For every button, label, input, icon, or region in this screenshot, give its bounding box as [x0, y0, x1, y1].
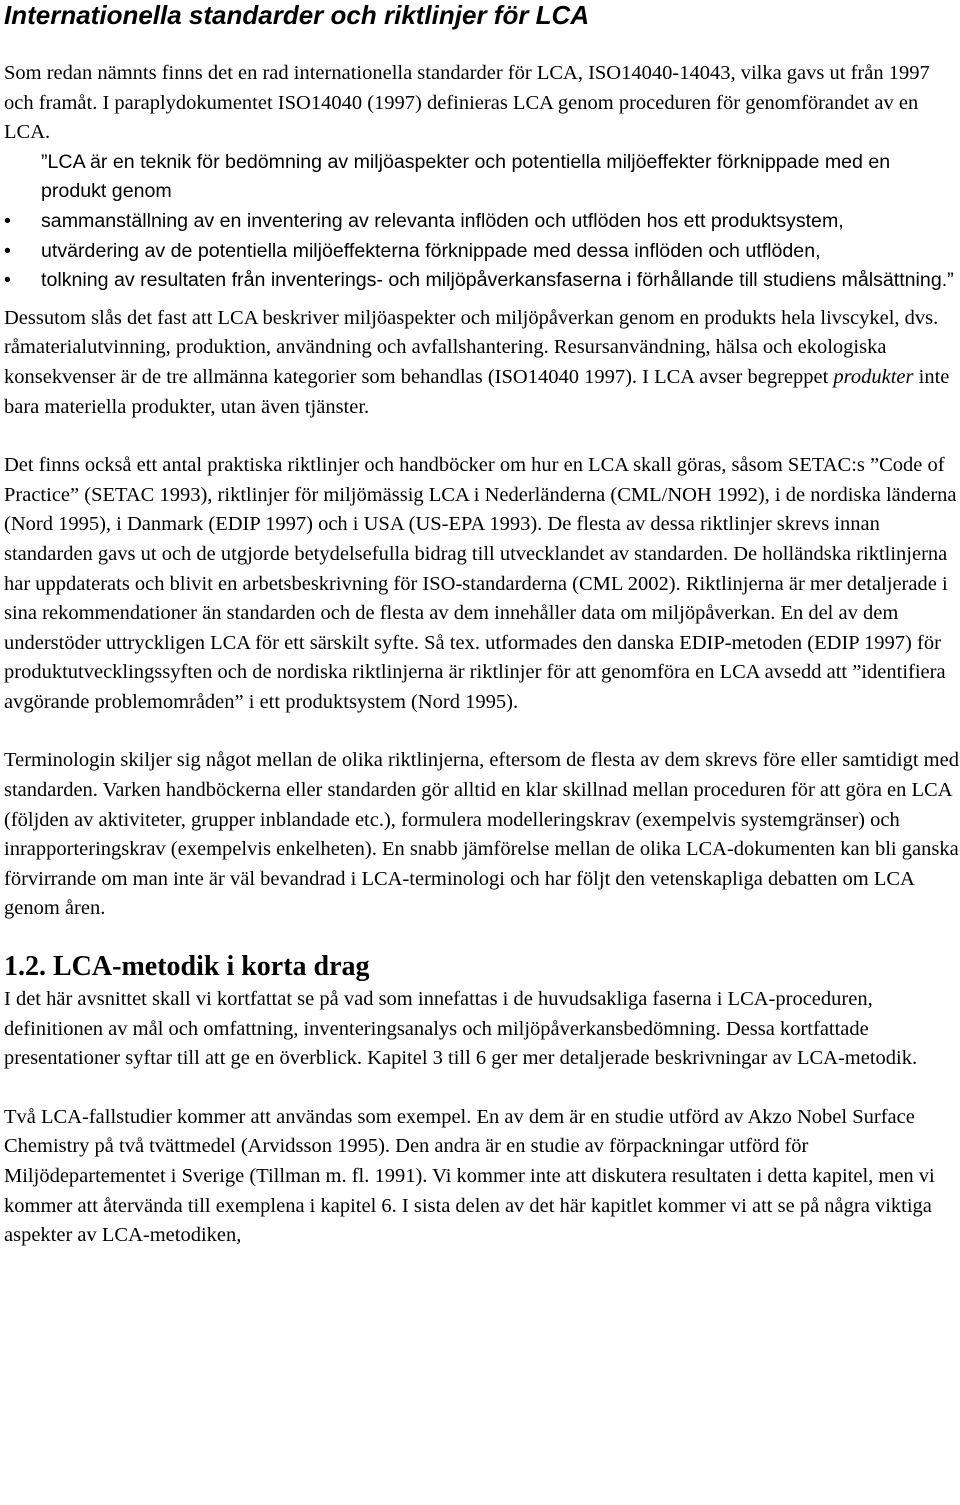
lifecycle-paragraph: [4, 304, 960, 422]
lifecycle-text-after: inte bara materiella produkter, utan även tjänster.: [4, 365, 950, 418]
subsection-heading: 1.2. LCA-metodik i korta drag: [4, 951, 370, 983]
bullet-icon: •: [4, 239, 11, 262]
bullet-icon: •: [4, 209, 11, 232]
quote-lead: ”LCA är en teknik för bedömning av miljöaspekter och potentiella miljöeffekter förknippade med en produkt genom: [41, 150, 891, 203]
paragraph-gap: [4, 717, 960, 746]
section-heading: Internationella standarder och riktlinjer för LCA: [4, 0, 590, 30]
casestudies-paragraph: Två LCA-fallstudier kommer att användas som exempel. En av dem är en studie utförd av Akzo Nobel Surface Chemistry på två tvättmedel (Arvidsson 1995). Den andra är en studie av förpackningar utförd för Miljödepartementet i Sverige (Tillman m. fl. 1991). Vi kommer inte att diskutera resultaten i detta kapitel, men vi kommer att återvända till exemplena i kapitel 6. I sista delen av det här kapitlet kommer vi att se på några viktiga aspekter av LCA-metodiken,: [4, 1105, 935, 1247]
list-item: [4, 266, 960, 296]
guidelines-paragraph: Det finns också ett antal praktiska riktlinjer och handböcker om hur en LCA skall göras, såsom SETAC:s ”Code of Practice” (SETAC 1993), riktlinjer för miljömässig LCA i Nederländerna (CML/NOH 1992), i de nordiska länderna (Nord 1995), i Danmark (EDIP 1997) och i USA (US-EPA 1993). De flesta av dessa riktlinjer skrevs innan standarden gavs ut och de utgjorde betydelsefulla bidrag till utvecklandet av standarden. De holländska riktlinjerna har uppdaterats och blivit en arbetsbeskrivning för ISO-standarderna (CML 2002). Riktlinjerna är mer detaljerade i sina rekommendationer än standarden och de flesta av dem innehåller data om miljöpåverkan. En del av dem understöder uttryckligen LCA för ett särskilt syfte. Så tex. utformades den danska EDIP-metoden (EDIP 1997) för produktutvecklingssyften och de nordiska riktlinjerna är riktlinjer för att genomföra en LCA avsedd att ”identifiera avgörande problemområden” i ett produktsystem (Nord 1995).: [4, 454, 957, 713]
paragraph-gap: [4, 1074, 960, 1103]
lifecycle-text-before: Dessutom slås det fast att LCA beskriver miljöaspekter och miljöpåverkan genom en produkts hela livscykel, dvs. råmaterialutvinning, produktion, användning och avfallshantering. Resursanvändning, hälsa och ekologiska konsekvenser är de tre allmänna kategorier som behandlas (ISO14040 1997). I LCA avser begreppet: [4, 306, 939, 388]
lifecycle-emphasis: produkter: [833, 365, 914, 388]
quote-bullet-list: [4, 207, 960, 296]
paragraph-gap: [4, 422, 960, 451]
list-item: [4, 207, 960, 237]
list-item-text: tolkning av resultaten från inventerings- och miljöpåverkansfaserna i förhållande till studiens målsättning.”: [41, 269, 954, 292]
terminology-paragraph: Terminologin skiljer sig något mellan de olika riktlinjerna, eftersom de flesta av dem skrevs före eller samtidigt med standarden. Varken handböckerna eller standarden gör alltid en klar skillnad mellan proceduren för att göra en LCA (följden av aktiviteter, grupper inblandade etc.), formulera modelleringskrav (exempelvis systemgränser) och inrapporteringskrav (exempelvis enkelheten). En snabb jämförelse mellan de olika LCA-dokumenten kan bli ganska förvirrande om man inte är väl bevandrad i LCA-terminologi och har följt den vetenskapliga debatten om LCA genom åren.: [4, 749, 959, 920]
intro-paragraph: Som redan nämnts finns det en rad internationella standarder för LCA, ISO14040-14043, vilka gavs ut från 1997 och framåt. I paraplydokumentet ISO14040 (1997) definieras LCA genom proceduren för genomförandet av en LCA.: [4, 62, 930, 144]
list-item-text: utvärdering av de potentiella miljöeffekterna förknippade med dessa inflöden och utflöden,: [41, 239, 821, 262]
list-item-text: sammanställning av en inventering av relevanta inflöden och utflöden hos ett produktsystem,: [41, 209, 844, 232]
iso-definition-quote: [4, 148, 960, 207]
bullet-icon: •: [4, 269, 11, 292]
overview-paragraph: I det här avsnittet skall vi kortfattat se på vad som innefattas i de huvudsakliga faserna i LCA-proceduren, definitionen av mål och omfattning, inventeringsanalys och miljöpåverkansbedömning. Dessa kortfattade presentationer syftar till att ge en överblick. Kapitel 3 till 6 ger mer detaljerade beskrivningar av LCA-metodik.: [4, 988, 918, 1070]
list-item: [4, 237, 960, 267]
